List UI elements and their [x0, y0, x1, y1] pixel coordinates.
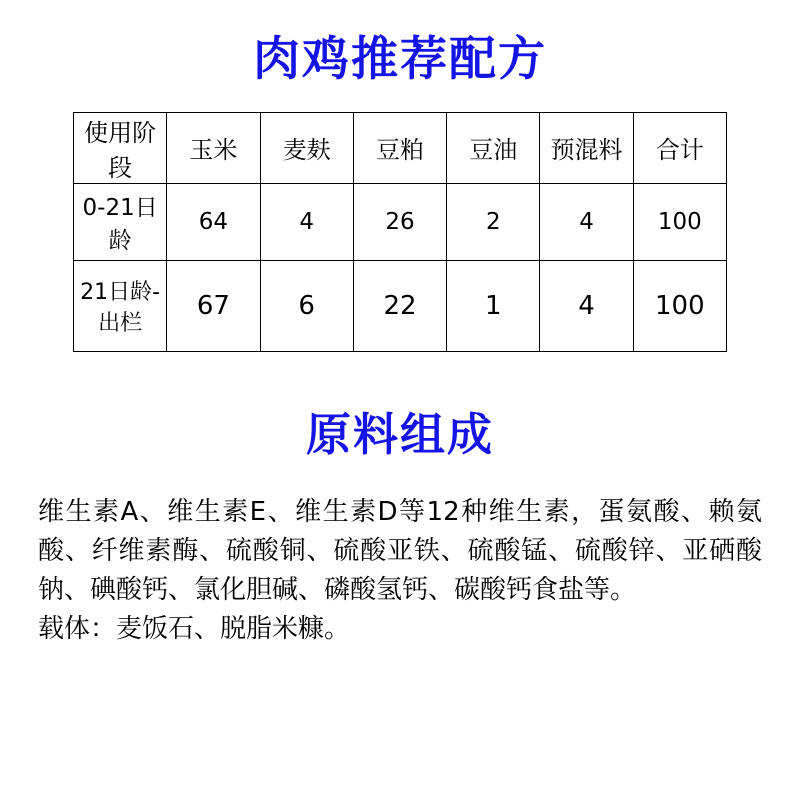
column-header-premix: 预混料 [540, 112, 633, 183]
cell-premix-0-21: 4 [540, 183, 633, 260]
cell-wheat-bran-0-21: 4 [260, 183, 353, 260]
table-row [74, 260, 727, 351]
table-row [74, 183, 727, 260]
ingredients-text: 维生素A、维生素E、维生素D等12种维生素，蛋氨酸、赖氨酸、纤维素酶、硫酸铜、硫酸亚铁、硫酸锰、硫酸锌、亚硒酸钠、碘酸钙、氯化胆碱、磷酸氢钙、碳酸钙食盐等。 [38, 496, 762, 605]
cell-soybean-meal-0-21: 26 [353, 183, 446, 260]
table-body [74, 183, 727, 351]
section-title-ingredients: 原料组成 [305, 407, 494, 461]
table-header-row [74, 112, 727, 183]
column-header-stage: 使用阶段 [74, 112, 167, 183]
formula-table [73, 112, 727, 352]
column-header-soybean-meal: 豆粕 [353, 112, 446, 183]
cell-soybean-oil-21-market: 1 [447, 260, 540, 351]
column-header-corn: 玉米 [167, 112, 260, 183]
column-header-total: 合计 [633, 112, 726, 183]
column-header-wheat-bran: 麦麸 [260, 112, 353, 183]
cell-corn-21-market: 67 [167, 260, 260, 351]
page-title: 肉鸡推荐配方 [253, 32, 547, 87]
cell-wheat-bran-21-market: 6 [260, 260, 353, 351]
ingredients-section [38, 493, 762, 649]
cell-soybean-meal-21-market: 22 [353, 260, 446, 351]
cell-total-0-21: 100 [633, 183, 726, 260]
cell-stage-0-21: 0-21日龄 [74, 183, 167, 260]
formula-table-container [73, 112, 727, 352]
column-header-soybean-oil: 豆油 [447, 112, 540, 183]
cell-stage-21-market: 21日龄-出栏 [74, 260, 167, 351]
cell-premix-21-market: 4 [540, 260, 633, 351]
cell-corn-0-21: 64 [167, 183, 260, 260]
cell-total-21-market: 100 [633, 260, 726, 351]
table-header [74, 112, 727, 183]
cell-soybean-oil-0-21: 2 [447, 183, 540, 260]
carrier-text: 载体：麦饭石、脱脂米糠。 [38, 613, 351, 644]
